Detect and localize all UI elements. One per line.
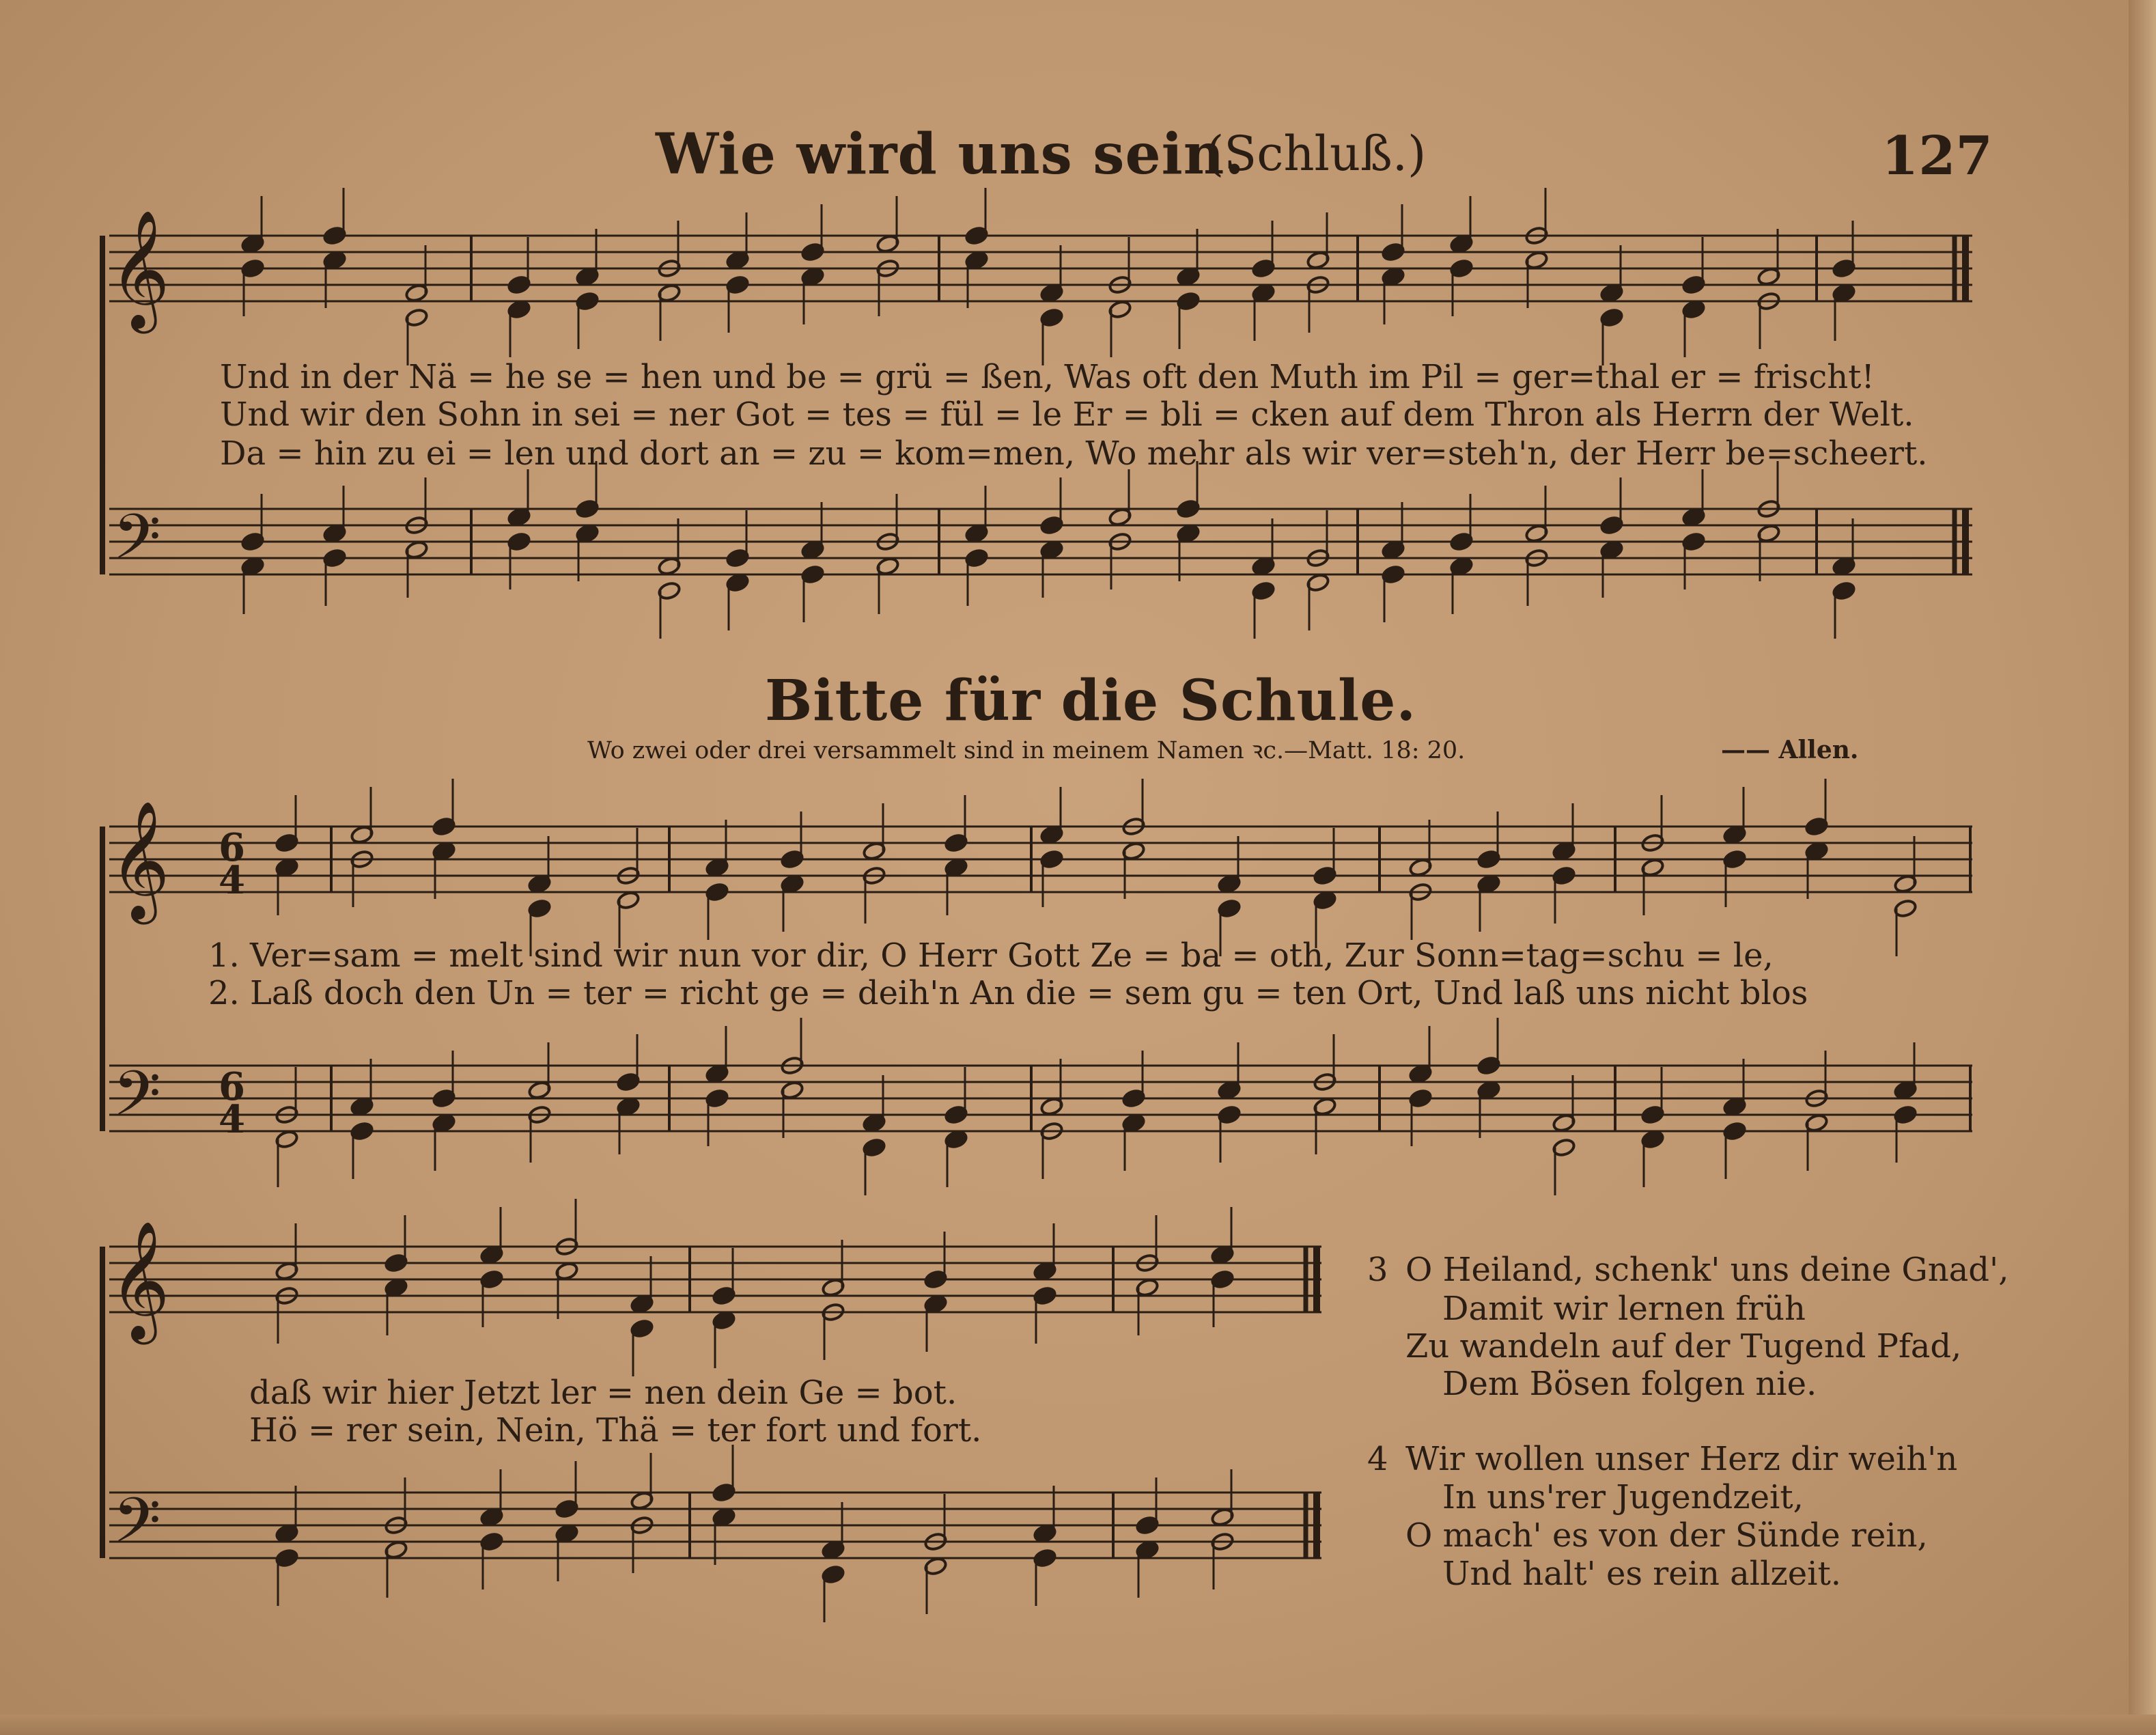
bass-clef-icon: 𝄢 bbox=[113, 1484, 161, 1572]
verse-line: In uns'rer Jugendzeit, bbox=[1442, 1478, 1804, 1516]
lyric-line-1: daß wir hier Jetzt ler = nen dein Ge = bot. bbox=[249, 1374, 957, 1412]
verse-line: Damit wir lernen früh bbox=[1442, 1290, 1806, 1328]
lyric-line-2: Hö = rer sein, Nein, Thä = ter fort und fort. bbox=[249, 1411, 982, 1449]
verse-line: O Heiland, schenk' uns deine Gnad', bbox=[1405, 1251, 2009, 1289]
verse-number: 3 bbox=[1367, 1251, 1388, 1289]
page-number: 127 bbox=[1881, 125, 1993, 187]
treble-clef-icon: 𝄞 bbox=[109, 210, 170, 329]
lyric-line-3: Da = hin zu ei = len und dort an = zu = kom=men, Wo mehr als wir ver=steh'n, der Herr be=scheert. bbox=[220, 434, 1928, 473]
lyric-line-2: Und wir den Sohn in sei = ner Got = tes = fül = le Er = bli = cken auf dem Thron als Herrn der Welt. bbox=[220, 395, 1914, 434]
lyric-line-1: Und in der Nä = he se = hen und be = grü = ßen, Was oft den Muth im Pil = ger=thal er = frischt! bbox=[220, 358, 1875, 396]
treble-clef-icon: 𝄞 bbox=[109, 1221, 170, 1340]
bass-clef-icon: 𝄢 bbox=[113, 501, 161, 588]
hymn-title: Wie wird uns sein. bbox=[656, 122, 1245, 187]
verse-line: O mach' es von der Sünde rein, bbox=[1405, 1516, 1928, 1555]
scripture-reference: Wo zwei oder drei versammelt sind in meinem Namen ꝛc.—Matt. 18: 20. bbox=[587, 737, 1466, 764]
composer: —— Allen. bbox=[1721, 736, 1859, 764]
hymn-title: Bitte für die Schule. bbox=[765, 668, 1417, 734]
time-signature-top: 6 bbox=[219, 1064, 245, 1109]
verse-line: Dem Bösen folgen nie. bbox=[1442, 1365, 1817, 1403]
verse-number: 4 bbox=[1367, 1440, 1388, 1478]
time-signature-top: 6 bbox=[219, 825, 245, 870]
lyric-line-2: 2. Laß doch den Un = ter = richt ge = deih'n An die = sem gu = ten Ort, Und laß uns nicht blos bbox=[208, 974, 1808, 1012]
verse-line: Zu wandeln auf der Tugend Pfad, bbox=[1405, 1327, 1962, 1365]
hymn-subtitle: (Schluß.) bbox=[1205, 126, 1427, 182]
bass-clef-icon: 𝄢 bbox=[113, 1057, 161, 1145]
verse-line: Und halt' es rein allzeit. bbox=[1442, 1555, 1842, 1593]
time-signature-bottom: 4 bbox=[219, 858, 245, 903]
lyric-line-1: 1. Ver=sam = melt sind wir nun vor dir, O Herr Gott Ze = ba = oth, Zur Sonn=tag=schu = le, bbox=[208, 936, 1774, 975]
treble-clef-icon: 𝄞 bbox=[109, 801, 170, 919]
time-signature-bottom: 4 bbox=[219, 1097, 245, 1142]
verse-line: Wir wollen unser Herz dir weih'n bbox=[1405, 1440, 1958, 1478]
